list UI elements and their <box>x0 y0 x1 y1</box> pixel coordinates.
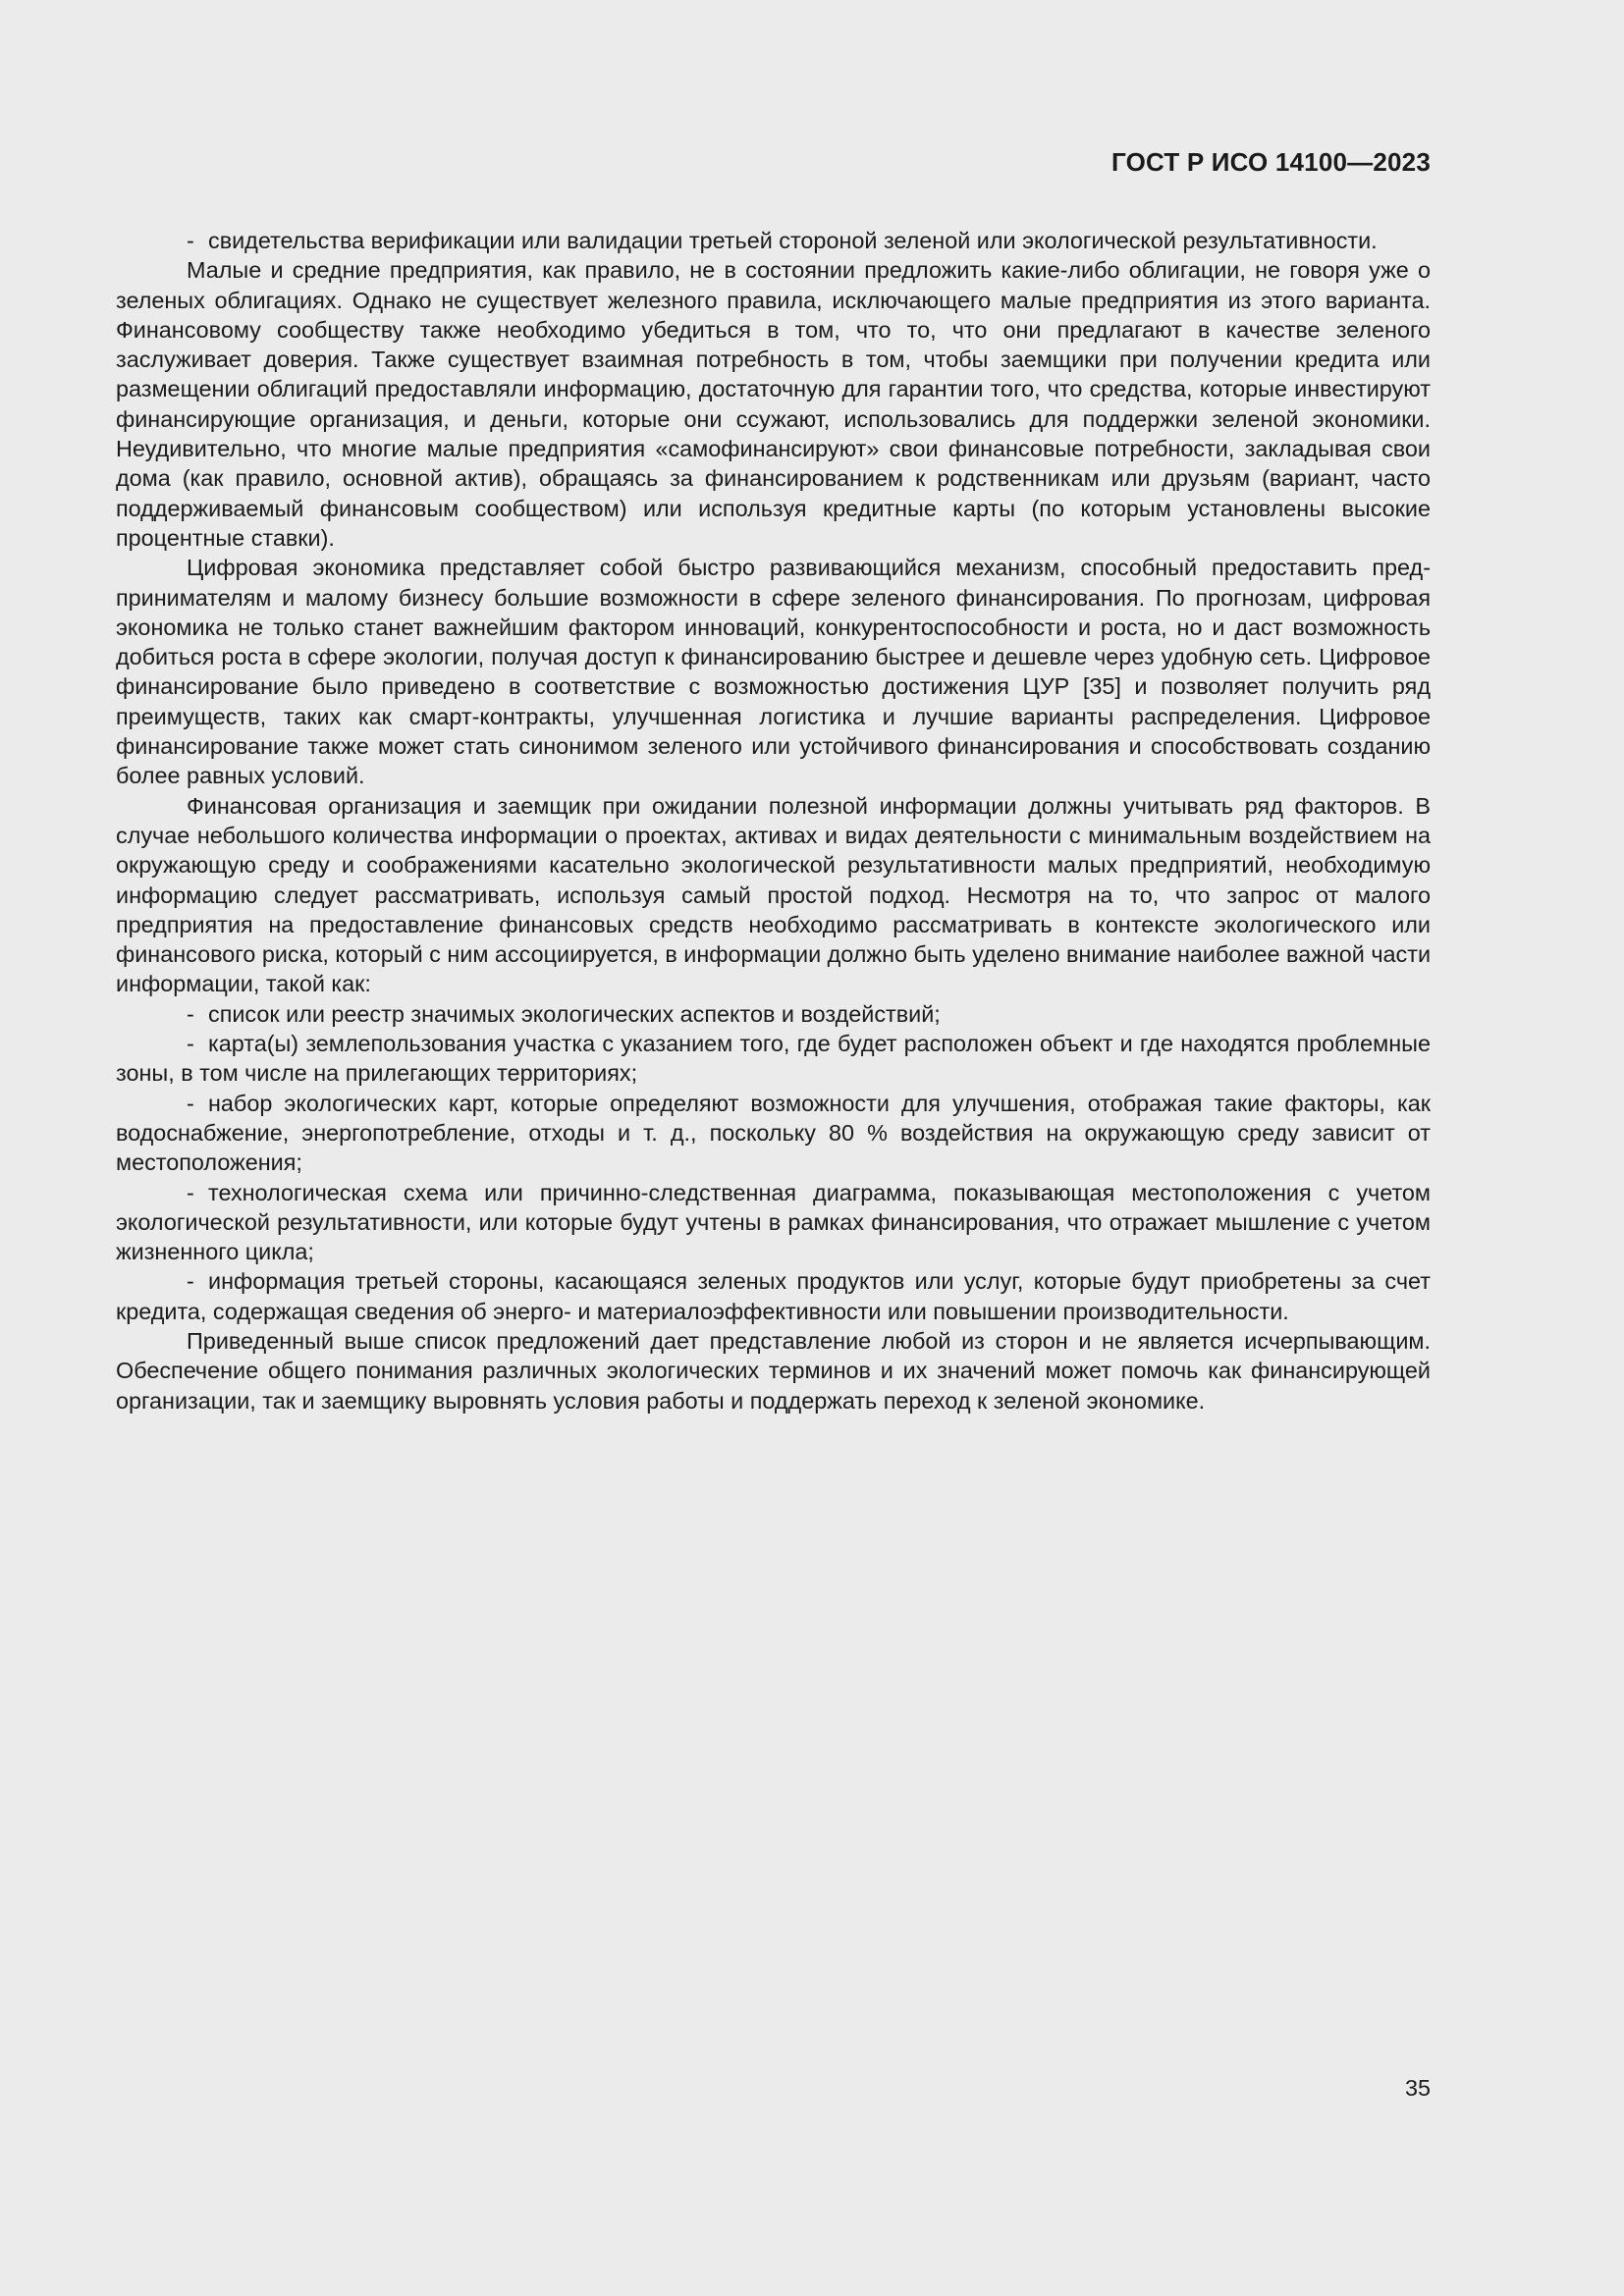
paragraph: Приведенный выше список предложений дает представление любой из сторон и не является исчерпывающим. Обеспечение общего понимания различных экологических терминов и их значений может помочь как финансирующей организации, так и заемщику выровнять условия работы и поддержать переход к зеленой экономике. <box>116 1327 1431 1414</box>
list-item <box>116 226 1431 255</box>
dash-marker: - <box>187 1179 194 1205</box>
dash-marker: - <box>187 1268 194 1295</box>
list-item <box>116 999 1431 1029</box>
dash-marker: - <box>187 1000 194 1027</box>
list-item <box>116 1178 1431 1267</box>
list-item-text: технологическая схема или причинно-следственная диаграмма, показывающая местоположения с учетом экологической результативности, или которые будут учтены в рамках финансирования, что отражает мышление с учетом жизненного цикла; <box>116 1179 1431 1265</box>
page-number: 35 <box>1404 2075 1431 2101</box>
paragraph: Цифровая экономика представляет собой быстро развивающийся механизм, способный предоставить предпринимателям и малому бизнесу большие возможности в сфере зеленого финансирования. По прогнозам, цифровая экономика не только станет важнейшим фактором инноваций, конкурентоспособности и роста, но и даст возможность добиться роста в сфере экологии, получая доступ к финансированию быстрее и дешевле через удобную сеть. Цифровое финансирование было приведено в соответствие с возможностью достижения ЦУР [35] и позволяет получить ряд преимуществ, таких как смарт-контракты, улучшенная логистика и лучшие варианты распределения. Цифровое финансирование также может стать синонимом зеленого или устойчивого финансирования и способствовать созданию более равных условий. <box>116 555 1431 789</box>
list-item <box>116 1266 1431 1326</box>
dash-marker: - <box>187 228 194 253</box>
list-item-text: свидетельства верификации или валидации третьей стороной зеленой или экологической результативности. <box>208 228 1378 253</box>
list-item-text: список или реестр значимых экологических аспектов и воздействий; <box>208 1000 941 1027</box>
list-item <box>116 1029 1431 1089</box>
dash-marker: - <box>187 1090 194 1116</box>
paragraph: Малые и средние предприятия, как правило, не в состоянии предложить какие-либо облигации, не говоря уже о зеленых облигациях. Однако не существует железного правила, исключающего малые предприятия из этого варианта. Финансовому сообществу также необходимо убедиться в том, что то, что они предлагают в качестве зеленого заслуживает доверия. Также существует взаимная потребность в том, чтобы заемщики при получении кредита или размещении облигаций предоставляли информацию, достаточную для гарантии того, что средства, которые инвестируют финансирующие организация, и деньги, которые они ссужают, использовались для поддержки зеленой экономики. Неудивительно, что многие малые предприятия «самофинансируют» свои финансовые потребности, закладывая свои дома (как правило, основной актив), обращаясь за финансированием к родственникам или друзьям (вариант, часто поддерживаемый финансовым сообществом) или используя кредитные карты (по которым установлены высокие процентные ставки). <box>116 257 1431 551</box>
list-item <box>116 1089 1431 1178</box>
list-item-text: набор экологических карт, которые определяют возможности для улучшения, отображая такие факторы, как водоснабжение, энергопотребление, отходы и т. д., поскольку 80 % воздействия на окружающую среду зависит от местоположения; <box>116 1090 1431 1176</box>
document-body <box>116 226 1431 1415</box>
paragraph: Финансовая организация и заемщик при ожидании полезной информации должны учитывать ряд факторов. В случае небольшого количества информации о проектах, активах и видах деятельности с минимальным воздействием на окружающую среду и соображениями касательно экологической результативности малых предприятий, необходимую информацию следует рассматривать, используя самый простой подход. Несмотря на то, что запрос от малого предприятия на предоставление финансовых средств необходимо рассматривать в контексте экологического или финансового риска, который с ним ассоциируется, в информации должно быть уделено внимание наиболее важной части информации, такой как: <box>116 792 1432 997</box>
list-item-text: информация третьей стороны, касающаяся зеленых продуктов или услуг, которые будут приобретены за счет кредита, содержащая сведения об энерго- и материалоэффективности или повышении производительности. <box>116 1268 1431 1324</box>
document-header: ГОСТ Р ИСО 14100—2023 <box>1110 147 1431 177</box>
dash-marker: - <box>187 1031 194 1057</box>
list-item-text: карта(ы) землепользования участка с указанием того, где будет расположен объект и где находятся проблемные зоны, в том числе на прилегающих территориях; <box>116 1031 1431 1087</box>
